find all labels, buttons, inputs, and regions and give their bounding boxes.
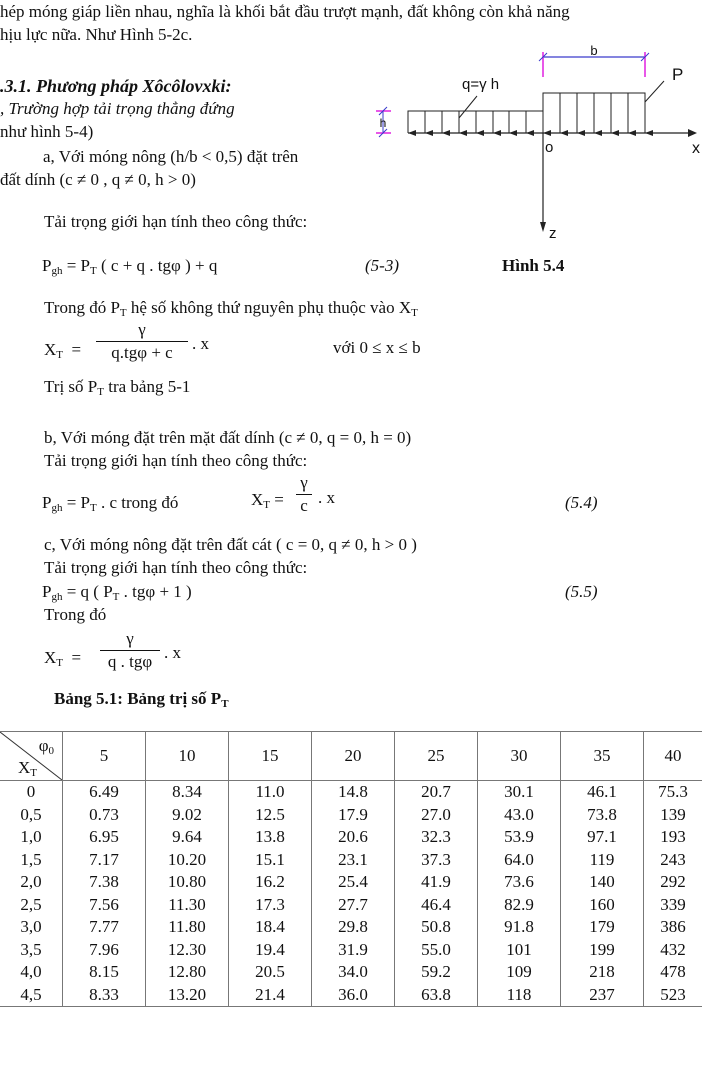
column-header: 40 [644, 732, 702, 781]
pt-value-cell: 46.4 [395, 894, 478, 917]
table-reference: Trị số $P_T$ tra bảng 5-1 [44, 377, 191, 398]
case-a-line-1: a, Với móng nông (h/b < 0,5) đặt trên [43, 147, 299, 166]
pt-value-cell: 15.1 [229, 849, 312, 872]
pt-value-cell: 16.2 [229, 871, 312, 894]
equation-5-5-number: (5.5) [565, 582, 598, 601]
pt-value-cell: 32.3 [395, 826, 478, 849]
xt-value-cell: 3,0 [0, 916, 63, 939]
case-c-equation: $P_{gh} = q$ ( $P_T$ . tgφ + 1 ) [42, 582, 192, 603]
section-subheading: , Trường hợp tải trọng thẳng đứng [0, 99, 235, 118]
pt-value-cell: 23.1 [312, 849, 395, 872]
equation-5-3-number: (5-3) [365, 256, 399, 275]
table-row [0, 916, 702, 939]
pt-value-cell: 20.6 [312, 826, 395, 849]
pt-value-cell: 9.02 [146, 804, 229, 827]
pt-value-cell: 27.0 [395, 804, 478, 827]
case-b-equation: $P_{gh} = P_T$ . c trong đó [42, 493, 179, 514]
pt-value-cell: 339 [644, 894, 702, 917]
pt-value-cell: 101 [478, 939, 561, 962]
table-row [0, 826, 702, 849]
pt-value-cell: 243 [644, 849, 702, 872]
pt-value-cell: 12.5 [229, 804, 312, 827]
column-header: 25 [395, 732, 478, 781]
equation-5-4-number: (5.4) [565, 493, 598, 512]
section-subheading-2: như hình 5-4) [0, 122, 94, 141]
figure-caption: Hình 5.4 [502, 256, 565, 275]
pt-value-cell: 97.1 [561, 826, 644, 849]
pt-value-cell: 160 [561, 894, 644, 917]
pt-value-cell: 41.9 [395, 871, 478, 894]
table-row [0, 849, 702, 872]
z-axis-label: z [549, 225, 557, 242]
case-c-title: c, Với móng nông đặt trên đất cát ( c = 0, q ≠ 0, h > 0 ) [44, 535, 417, 554]
column-header: 30 [478, 732, 561, 781]
pt-value-cell: 10.80 [146, 871, 229, 894]
b-label: b [590, 43, 598, 58]
pt-value-cell: 292 [644, 871, 702, 894]
origin-label: o [545, 139, 554, 156]
pt-value-cell: 31.9 [312, 939, 395, 962]
pt-value-cell: 25.4 [312, 871, 395, 894]
case-c-suffix: . x [164, 643, 181, 662]
xt-value-cell: 2,5 [0, 894, 63, 917]
xt-value-cell: 0 [0, 781, 63, 804]
pt-value-cell: 27.7 [312, 894, 395, 917]
pt-value-cell: 140 [561, 871, 644, 894]
table-row [0, 871, 702, 894]
case-b-xt-lhs: $X_T$ = [251, 490, 284, 511]
pt-value-cell: 432 [644, 939, 702, 962]
q-label: q=γ h [462, 76, 500, 93]
pt-value-cell: 21.4 [229, 984, 312, 1007]
case-c-intro: Tải trọng giới hạn tính theo công thức: [44, 558, 308, 577]
load-formula-intro: Tải trọng giới hạn tính theo công thức: [44, 212, 308, 231]
pt-value-cell: 6.95 [63, 826, 146, 849]
pt-value-cell: 53.9 [478, 826, 561, 849]
pt-value-cell: 6.49 [63, 781, 146, 804]
pt-value-cell: 17.9 [312, 804, 395, 827]
pt-value-cell: 119 [561, 849, 644, 872]
pt-value-cell: 12.30 [146, 939, 229, 962]
pt-value-cell: 73.6 [478, 871, 561, 894]
table-row [0, 961, 702, 984]
xt-formula-a-condition: với 0 ≤ x ≤ b [333, 338, 421, 357]
pt-value-cell: 7.38 [63, 871, 146, 894]
pt-value-cell: 20.7 [395, 781, 478, 804]
pt-value-cell: 73.8 [561, 804, 644, 827]
xt-value-cell: 4,0 [0, 961, 63, 984]
case-b-suffix: . x [318, 488, 335, 507]
pt-value-cell: 63.8 [395, 984, 478, 1007]
pt-value-cell: 7.96 [63, 939, 146, 962]
xt-value-cell: 1,5 [0, 849, 63, 872]
pt-value-cell: 34.0 [312, 961, 395, 984]
pt-value-cell: 11.30 [146, 894, 229, 917]
pt-value-cell: 55.0 [395, 939, 478, 962]
pt-value-cell: 8.34 [146, 781, 229, 804]
pt-definition: Trong đó $P_T$ hệ số không thứ nguyên phụ thuộc vào $X_T$ [44, 298, 418, 319]
pt-value-cell: 7.56 [63, 894, 146, 917]
pt-value-cell: 11.80 [146, 916, 229, 939]
xt-value-cell: 1,0 [0, 826, 63, 849]
pt-value-cell: 82.9 [478, 894, 561, 917]
pt-value-cell: 386 [644, 916, 702, 939]
pt-value-cell: 91.8 [478, 916, 561, 939]
pt-value-cell: 139 [644, 804, 702, 827]
xt-value-cell: 4,5 [0, 984, 63, 1007]
column-header: 20 [312, 732, 395, 781]
case-c-fraction: γ q . tgφ [100, 629, 160, 672]
column-header: 10 [146, 732, 229, 781]
h-label: h [379, 116, 387, 130]
table-row [0, 804, 702, 827]
pt-value-cell: 9.64 [146, 826, 229, 849]
pt-value-cell: 11.0 [229, 781, 312, 804]
pt-value-cell: 14.8 [312, 781, 395, 804]
table-caption: Bảng 5.1: Bảng trị số $P_T$ [54, 689, 229, 710]
pt-value-cell: 75.3 [644, 781, 702, 804]
pt-value-cell: 19.4 [229, 939, 312, 962]
pt-value-cell: 12.80 [146, 961, 229, 984]
column-header: 5 [63, 732, 146, 781]
x-axis-label: x [692, 140, 700, 157]
pt-value-cell: 218 [561, 961, 644, 984]
xt-formula-a-suffix: . x [192, 334, 209, 353]
xt-formula-a-fraction: γ q.tgφ + c [96, 320, 188, 363]
pt-value-cell: 109 [478, 961, 561, 984]
pt-value-cell: 7.77 [63, 916, 146, 939]
pt-value-cell: 37.3 [395, 849, 478, 872]
table-row [0, 939, 702, 962]
pt-value-cell: 29.8 [312, 916, 395, 939]
table-row [0, 894, 702, 917]
pt-value-cell: 118 [478, 984, 561, 1007]
xt-value-cell: 3,5 [0, 939, 63, 962]
pt-value-cell: 0.73 [63, 804, 146, 827]
xt-header: $X_T$ [18, 758, 38, 779]
case-c-where: Trong đó [44, 605, 107, 624]
xt-value-cell: 2,0 [0, 871, 63, 894]
pt-value-cell: 13.20 [146, 984, 229, 1007]
pt-value-cell: 13.8 [229, 826, 312, 849]
pt-value-cell: 17.3 [229, 894, 312, 917]
pt-value-cell: 7.17 [63, 849, 146, 872]
case-b-fraction: γ c [296, 473, 312, 516]
pt-value-cell: 64.0 [478, 849, 561, 872]
table-header-row [0, 732, 702, 781]
intro-line-2: hịu lực nữa. Như Hình 5-2c. [0, 25, 193, 44]
figure-5-4-diagram [370, 40, 702, 250]
pt-value-cell: 8.33 [63, 984, 146, 1007]
pt-value-cell: 18.4 [229, 916, 312, 939]
pt-value-cell: 8.15 [63, 961, 146, 984]
pt-value-cell: 523 [644, 984, 702, 1007]
case-b-title: b, Với móng đặt trên mặt đất dính (c ≠ 0, q = 0, h = 0) [44, 428, 412, 447]
column-header: 15 [229, 732, 312, 781]
pt-value-cell: 50.8 [395, 916, 478, 939]
intro-line-1: hép móng giáp liền nhau, nghĩa là khối bắt đầu trượt mạnh, đất không còn khả năng [0, 2, 570, 21]
table-row [0, 984, 702, 1007]
table-corner-cell [0, 732, 63, 781]
equation-5-3: $P_{gh} = P_T$ ( c + q . tgφ ) + q [42, 256, 218, 277]
pt-value-cell: 10.20 [146, 849, 229, 872]
section-heading: .3.1. Phương pháp Xôcôlovxki: [0, 76, 232, 96]
pt-value-cell: 46.1 [561, 781, 644, 804]
pt-value-cell: 179 [561, 916, 644, 939]
case-b-intro: Tải trọng giới hạn tính theo công thức: [44, 451, 308, 470]
table-row [0, 781, 702, 804]
case-a-line-2: đất dính (c ≠ 0 , q ≠ 0, h > 0) [0, 170, 196, 189]
case-c-xt-lhs: $X_T$ = [44, 648, 82, 669]
pt-value-cell: 43.0 [478, 804, 561, 827]
xt-formula-a-lhs: $X_T$ = [44, 340, 82, 361]
p-label: P [672, 65, 684, 84]
pt-value-cell: 478 [644, 961, 702, 984]
pt-value-cell: 193 [644, 826, 702, 849]
phi-header: $\varphi_0$ [38, 736, 54, 757]
column-header: 35 [561, 732, 644, 781]
pt-value-cell: 199 [561, 939, 644, 962]
pt-value-cell: 59.2 [395, 961, 478, 984]
pt-value-cell: 30.1 [478, 781, 561, 804]
pt-value-cell: 36.0 [312, 984, 395, 1007]
pt-values-table [0, 731, 702, 1007]
xt-value-cell: 0,5 [0, 804, 63, 827]
pt-value-cell: 20.5 [229, 961, 312, 984]
pt-value-cell: 237 [561, 984, 644, 1007]
